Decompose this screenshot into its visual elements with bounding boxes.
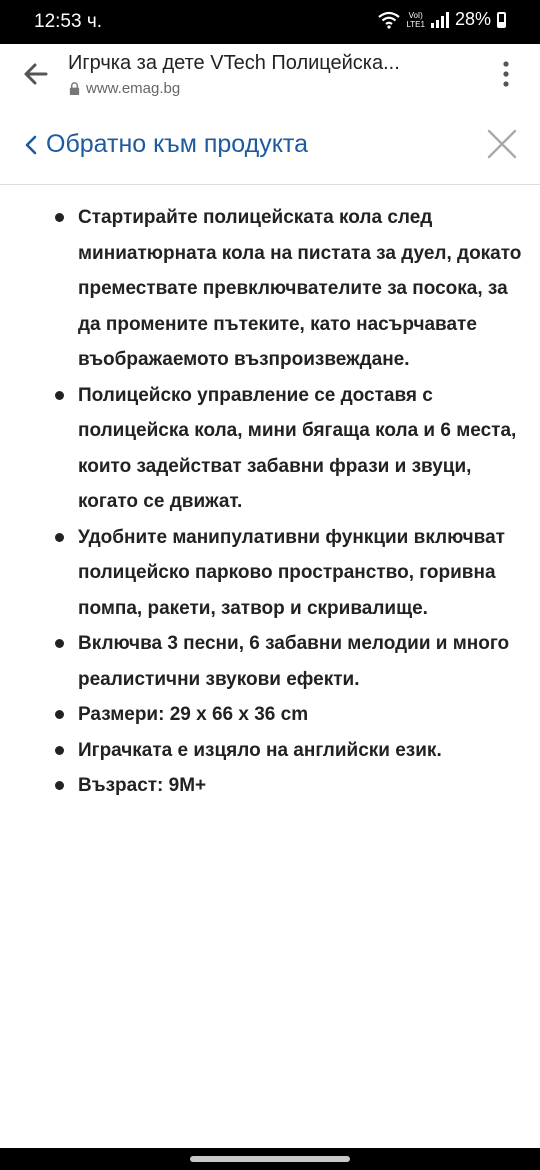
more-options-icon[interactable] [494, 56, 518, 92]
system-navigation-bar [0, 1148, 540, 1170]
battery-icon [497, 12, 506, 28]
product-details-header [0, 104, 540, 185]
volte-indicator: VoI) LTE1 [406, 10, 425, 29]
list-item: Удобните манипулативни функции включват полицейско парково пространство, горивна помпа, ракети, затвор и скривалище. [78, 520, 526, 627]
back-to-product-label: Обратно към продукта [46, 130, 308, 158]
back-to-product-link[interactable] [24, 130, 308, 159]
home-gesture-handle[interactable] [190, 1156, 350, 1162]
signal-icon [431, 12, 449, 28]
list-item: Възраст: 9M+ [78, 768, 526, 804]
close-icon[interactable] [486, 128, 518, 160]
page-title[interactable]: Игрчка за дете VTech Полицейска... [68, 52, 400, 74]
lock-icon [68, 82, 81, 95]
list-item: Включва 3 песни, 6 забавни мелодии и много реалистични звукови ефекти. [78, 626, 526, 697]
wifi-icon [378, 11, 400, 29]
back-arrow-icon[interactable] [18, 56, 54, 92]
browser-toolbar [0, 44, 540, 105]
chevron-left-icon [24, 133, 38, 157]
list-item: Полицейско управление се доставя с полицейска кола, мини бягаща кола и 6 места, които задействат забавни фрази и звуци, когато се движат. [78, 378, 526, 520]
list-item: Стартирайте полицейската кола след миниатюрната кола на пистата за дуел, докато премествате превключвателите за посока, за да промените пътеките, като насърчавате въображаемото възпроизвеждане. [78, 200, 526, 378]
product-description [0, 200, 540, 804]
feature-list [0, 200, 540, 804]
list-item: Размери: 29 x 66 x 36 cm [78, 697, 526, 733]
status-time: 12:53 ч. [34, 11, 103, 32]
battery-percent: 28% [454, 9, 491, 29]
list-item: Играчката е изцяло на английски език. [78, 733, 526, 769]
status-bar [0, 0, 540, 44]
status-icons [378, 9, 506, 30]
url-display[interactable] [68, 80, 180, 97]
url-text: www.emag.bg [86, 80, 181, 97]
